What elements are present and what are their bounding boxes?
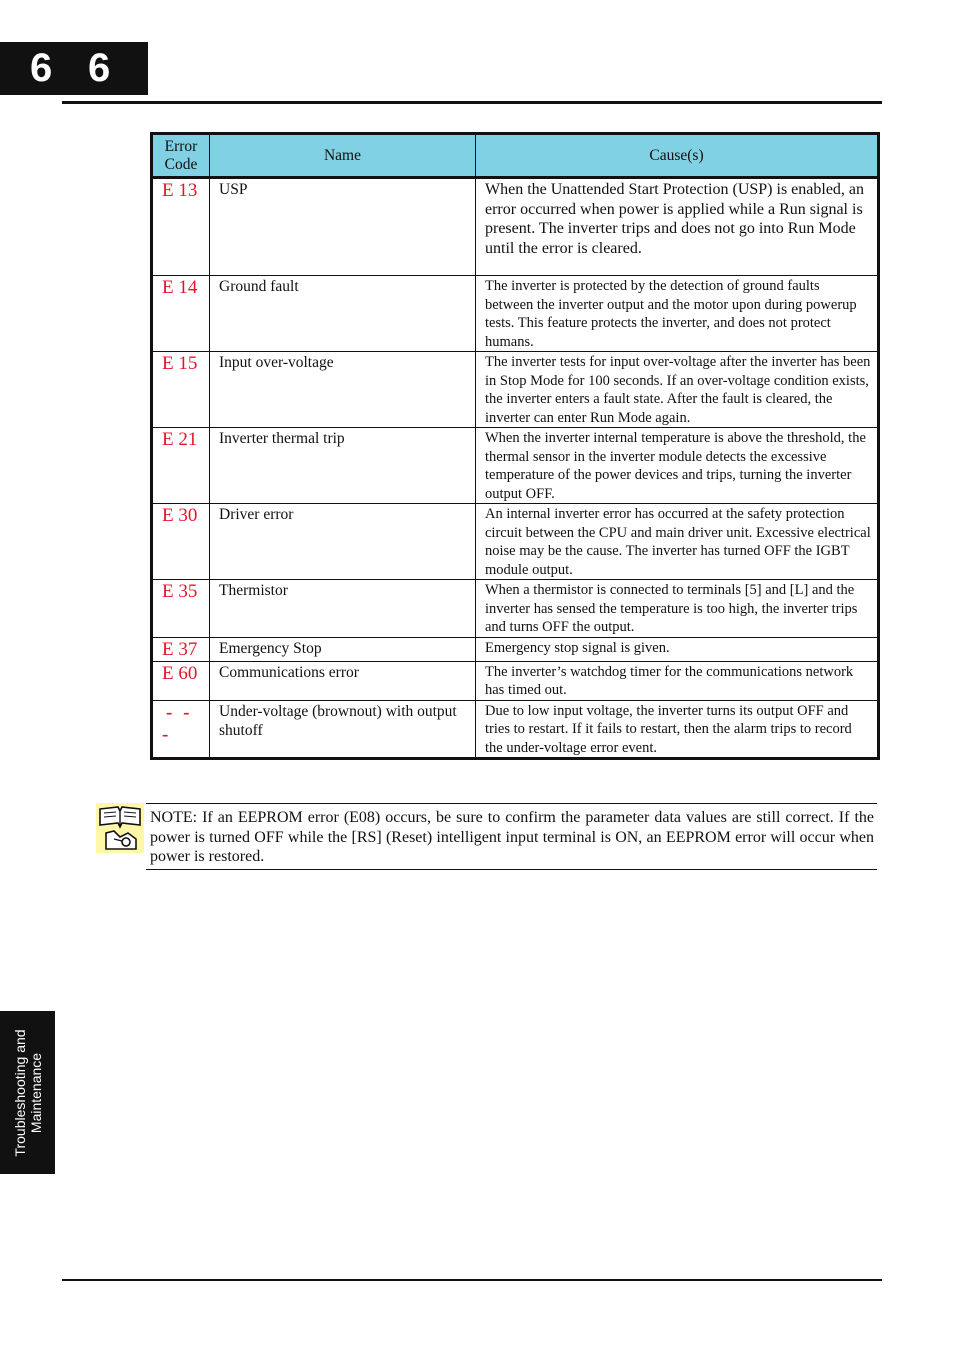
- page-section-number: 6: [88, 46, 111, 90]
- header-name: Name: [210, 134, 476, 178]
- error-name-cell: Communications error: [210, 661, 476, 700]
- table-row: [152, 637, 879, 661]
- footer-rule: [62, 1279, 882, 1281]
- note-label: NOTE: [150, 809, 193, 826]
- header-error-code-line2: Code: [164, 155, 198, 173]
- table-row: [152, 178, 879, 276]
- error-cause-cell: When a thermistor is connected to terminals [5] and [L] and the inverter has sensed the temperature is too high, the inverter trips and turns OFF the output.: [476, 580, 879, 638]
- error-code-cell: [152, 700, 210, 759]
- error-cause-cell: When the Unattended Start Protection (USP) is enabled, an error occurred when power is applied while a Run signal is present. The inverter trips and does not go into Run Mode until the error is cleared.: [476, 178, 879, 276]
- table-row: [152, 661, 879, 700]
- error-code-table: [150, 132, 880, 760]
- header-rule: [62, 101, 882, 104]
- error-name-cell: Under-voltage (brownout) with output shutoff: [210, 700, 476, 759]
- error-cause-cell: Due to low input voltage, the inverter turns its output OFF and tries to restart. If it fails to restart, then the alarm trips to record the under-voltage error event.: [476, 700, 879, 759]
- error-name-cell: Driver error: [210, 504, 476, 580]
- chapter-number: 6: [30, 46, 53, 90]
- section-side-tab: [0, 1011, 55, 1174]
- header-error-code-line1: Error: [164, 137, 198, 155]
- table-row: [152, 428, 879, 504]
- side-tab-label: [12, 1029, 44, 1156]
- note-text: [146, 803, 877, 870]
- error-code-cell: E 14: [152, 276, 210, 352]
- error-code-cell: E 15: [152, 352, 210, 428]
- error-code-cell: E 30: [152, 504, 210, 580]
- error-cause-cell: The inverter’s watchdog timer for the communications network has timed out.: [476, 661, 879, 700]
- error-code-cell: E 13: [152, 178, 210, 276]
- error-cause-cell: Emergency stop signal is given.: [476, 637, 879, 661]
- error-code-cell: E 21: [152, 428, 210, 504]
- table-row: [152, 276, 879, 352]
- error-cause-cell: An internal inverter error has occurred at the safety protection circuit between the CPU and main driver unit. Excessive electrical noise may be the cause. The inverter has turned OFF the IGBT module output.: [476, 504, 879, 580]
- error-code-cell: E 60: [152, 661, 210, 700]
- error-cause-cell: The inverter tests for input over-voltage after the inverter has been in Stop Mode for 100 seconds. If an over-voltage condition exists, the inverter enters a fault state. After the fault is cleared, the inverter can enter Run Mode again.: [476, 352, 879, 428]
- brownout-code: - - -: [162, 701, 193, 745]
- book-and-hand-icon: [96, 803, 144, 853]
- chapter-tab: [0, 42, 148, 95]
- header-cause: Cause(s): [476, 134, 879, 178]
- error-name-cell: Emergency Stop: [210, 637, 476, 661]
- error-code-cell: E 35: [152, 580, 210, 638]
- error-name-cell: Thermistor: [210, 580, 476, 638]
- table-row: [152, 700, 879, 759]
- error-name-cell: Ground fault: [210, 276, 476, 352]
- error-code-cell: E 37: [152, 637, 210, 661]
- error-name-cell: USP: [210, 178, 476, 276]
- table-row: [152, 504, 879, 580]
- side-tab-line2: Maintenance: [27, 1052, 44, 1133]
- table-row: [152, 352, 879, 428]
- error-name-cell: Inverter thermal trip: [210, 428, 476, 504]
- table-header-row: [152, 134, 879, 178]
- error-name-cell: Input over-voltage: [210, 352, 476, 428]
- table-row: [152, 580, 879, 638]
- side-tab-line1: Troubleshooting and: [11, 1028, 28, 1157]
- error-cause-cell: When the inverter internal temperature is above the threshold, the thermal sensor in the inverter module detects the excessive temperature of the power devices and trips, turning the inverter output OFF.: [476, 428, 879, 504]
- error-cause-cell: The inverter is protected by the detection of ground faults between the inverter output and the motor upon during powerup tests. This feature protects the inverter, and does not protect humans.: [476, 276, 879, 352]
- note-body: : If an EEPROM error (E08) occurs, be sure to confirm the parameter data values are still correct. If the power is turned OFF while the [RS] (Reset) intelligent input terminal is ON, an EEPROM error will occur when power is restored.: [150, 809, 874, 865]
- header-error-code: [152, 134, 210, 178]
